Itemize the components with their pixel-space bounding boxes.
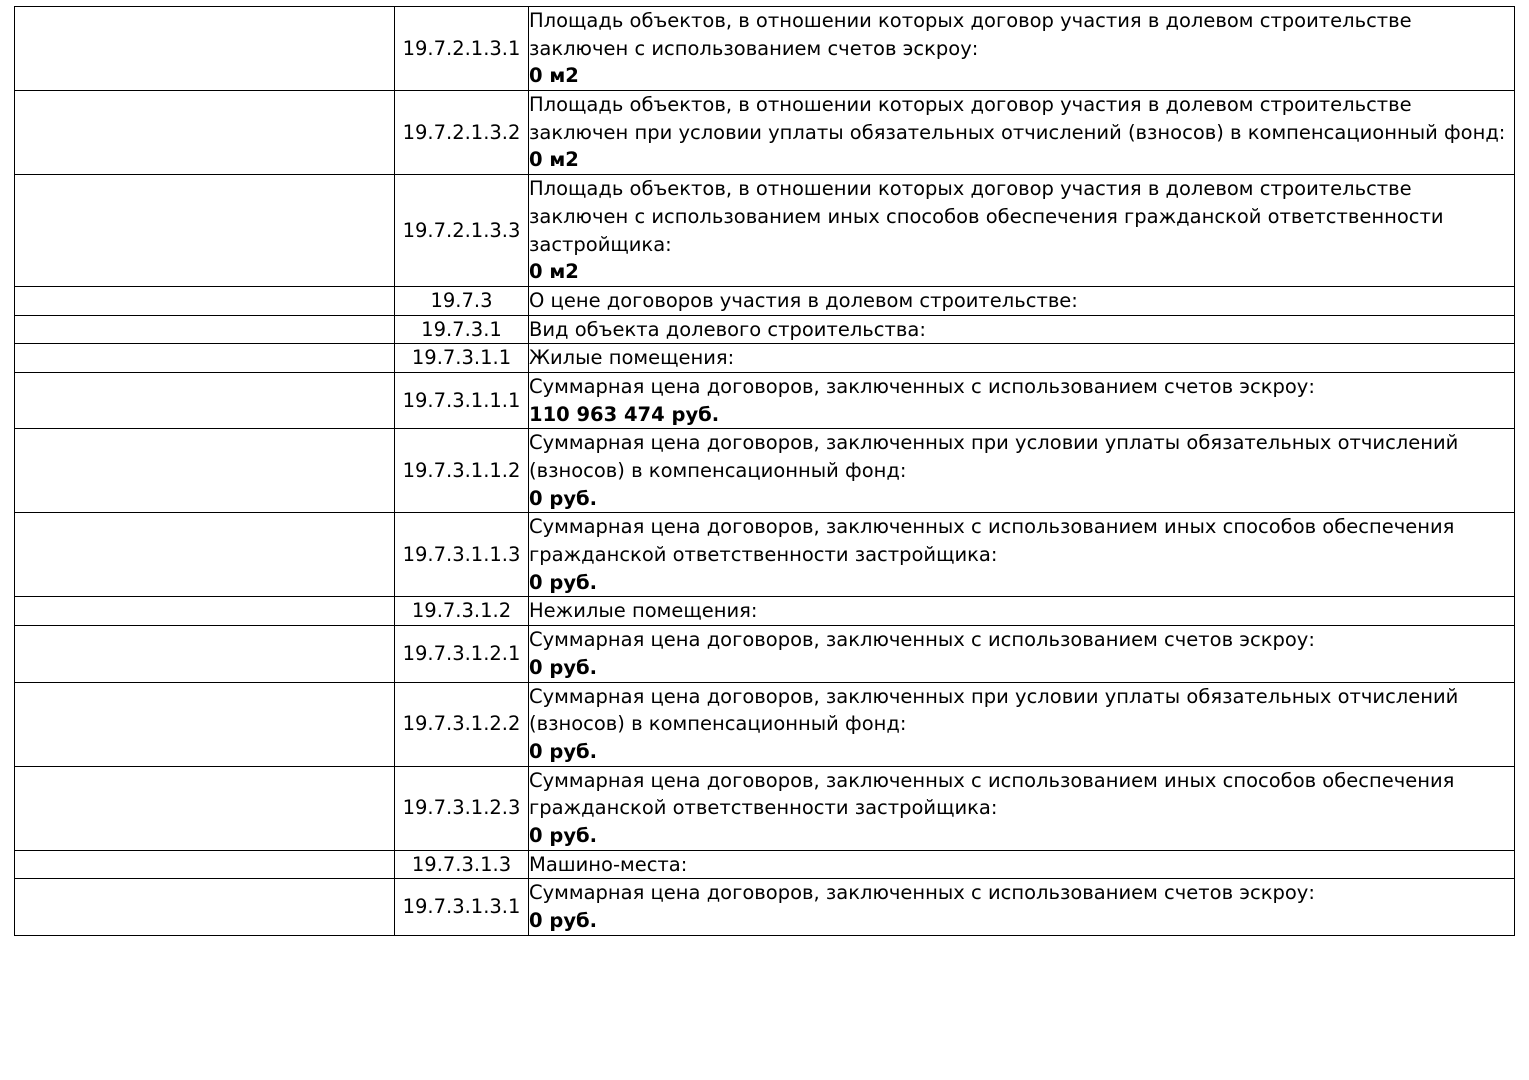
row-code: 19.7.3.1.2.1 (395, 626, 529, 682)
row-code: 19.7.3.1.2.3 (395, 766, 529, 850)
row-content (529, 626, 1515, 682)
table-row (15, 175, 1515, 287)
table-row (15, 7, 1515, 91)
row-text: Площадь объектов, в отношении которых договор участия в долевом строительстве заключен с использованием счетов эскроу: (529, 9, 1412, 60)
row-left-cell (15, 597, 395, 626)
row-text: Площадь объектов, в отношении которых договор участия в долевом строительстве заключен при условии уплаты обязательных отчислений (взносов) в компенсационный фонд: (529, 93, 1506, 144)
row-content (529, 682, 1515, 766)
row-text: Суммарная цена договоров, заключенных с использованием счетов эскроу: (529, 628, 1315, 652)
table-row (15, 766, 1515, 850)
table-row (15, 626, 1515, 682)
table-row (15, 850, 1515, 879)
row-text: Суммарная цена договоров, заключенных с использованием счетов эскроу: (529, 881, 1315, 905)
row-content (529, 372, 1515, 428)
table-row (15, 315, 1515, 344)
row-value: 0 руб. (529, 739, 598, 763)
row-left-cell (15, 626, 395, 682)
row-content (529, 344, 1515, 373)
table-row (15, 879, 1515, 935)
row-content (529, 597, 1515, 626)
row-left-cell (15, 429, 395, 513)
row-left-cell (15, 91, 395, 175)
row-code: 19.7.3.1.3.1 (395, 879, 529, 935)
row-left-cell (15, 7, 395, 91)
row-content (529, 175, 1515, 287)
row-content (529, 286, 1515, 315)
row-value: 110 963 474 руб. (529, 402, 720, 426)
row-value: 0 м2 (529, 64, 579, 88)
row-value: 0 руб. (529, 909, 598, 932)
row-content (529, 879, 1515, 935)
row-code: 19.7.3.1.2.2 (395, 682, 529, 766)
table-row (15, 286, 1515, 315)
row-content (529, 315, 1515, 344)
row-text: Машино-места: (529, 852, 688, 876)
table-row (15, 429, 1515, 513)
row-text: Суммарная цена договоров, заключенных с использованием иных способов обеспечения гражданской ответственности застройщика: (529, 515, 1455, 567)
row-left-cell (15, 513, 395, 597)
row-code: 19.7.3.1.1 (395, 344, 529, 373)
row-code: 19.7.3.1.1.2 (395, 429, 529, 513)
row-code: 19.7.3 (395, 286, 529, 315)
row-code: 19.7.3.1.2 (395, 597, 529, 626)
row-code: 19.7.3.1 (395, 315, 529, 344)
row-text: Суммарная цена договоров, заключенных с использованием иных способов обеспечения гражданской ответственности застройщика: (529, 768, 1455, 820)
table-row (15, 344, 1515, 373)
row-content (529, 429, 1515, 513)
row-content (529, 850, 1515, 879)
row-value: 0 руб. (529, 486, 598, 510)
row-value: 0 м2 (529, 260, 579, 284)
row-left-cell (15, 879, 395, 935)
row-code: 19.7.3.1.1.3 (395, 513, 529, 597)
row-left-cell (15, 766, 395, 850)
table-body (15, 7, 1515, 936)
row-value: 0 руб. (529, 655, 598, 679)
row-value: 0 м2 (529, 148, 579, 172)
row-text: Суммарная цена договоров, заключенных при условии уплаты обязательных отчислений (взносов) в компенсационный фонд: (529, 431, 1459, 482)
row-left-cell (15, 286, 395, 315)
row-content (529, 91, 1515, 175)
row-content (529, 7, 1515, 91)
row-value: 0 руб. (529, 823, 598, 847)
table-row (15, 91, 1515, 175)
row-left-cell (15, 372, 395, 428)
row-left-cell (15, 850, 395, 879)
table-row (15, 513, 1515, 597)
row-text: Нежилые помещения: (529, 599, 758, 623)
row-code: 19.7.2.1.3.1 (395, 7, 529, 91)
row-text: Суммарная цена договоров, заключенных с использованием счетов эскроу: (529, 374, 1315, 398)
row-left-cell (15, 175, 395, 287)
row-code: 19.7.3.1.3 (395, 850, 529, 879)
row-code: 19.7.3.1.1.1 (395, 372, 529, 428)
row-text: О цене договоров участия в долевом строительстве: (529, 288, 1078, 312)
row-content (529, 766, 1515, 850)
row-code: 19.7.2.1.3.2 (395, 91, 529, 175)
table-row (15, 682, 1515, 766)
row-code: 19.7.2.1.3.3 (395, 175, 529, 287)
table-row (15, 597, 1515, 626)
row-left-cell (15, 682, 395, 766)
row-content (529, 513, 1515, 597)
row-value: 0 руб. (529, 570, 598, 594)
row-left-cell (15, 315, 395, 344)
declaration-table (14, 6, 1515, 936)
row-text: Суммарная цена договоров, заключенных при условии уплаты обязательных отчислений (взносов) в компенсационный фонд: (529, 684, 1459, 736)
row-left-cell (15, 344, 395, 373)
row-text: Жилые помещения: (529, 346, 735, 370)
table-row (15, 372, 1515, 428)
row-text: Площадь объектов, в отношении которых договор участия в долевом строительстве заключен с использованием иных способов обеспечения гражданской ответственности застройщика: (529, 177, 1444, 256)
row-text: Вид объекта долевого строительства: (529, 317, 926, 341)
